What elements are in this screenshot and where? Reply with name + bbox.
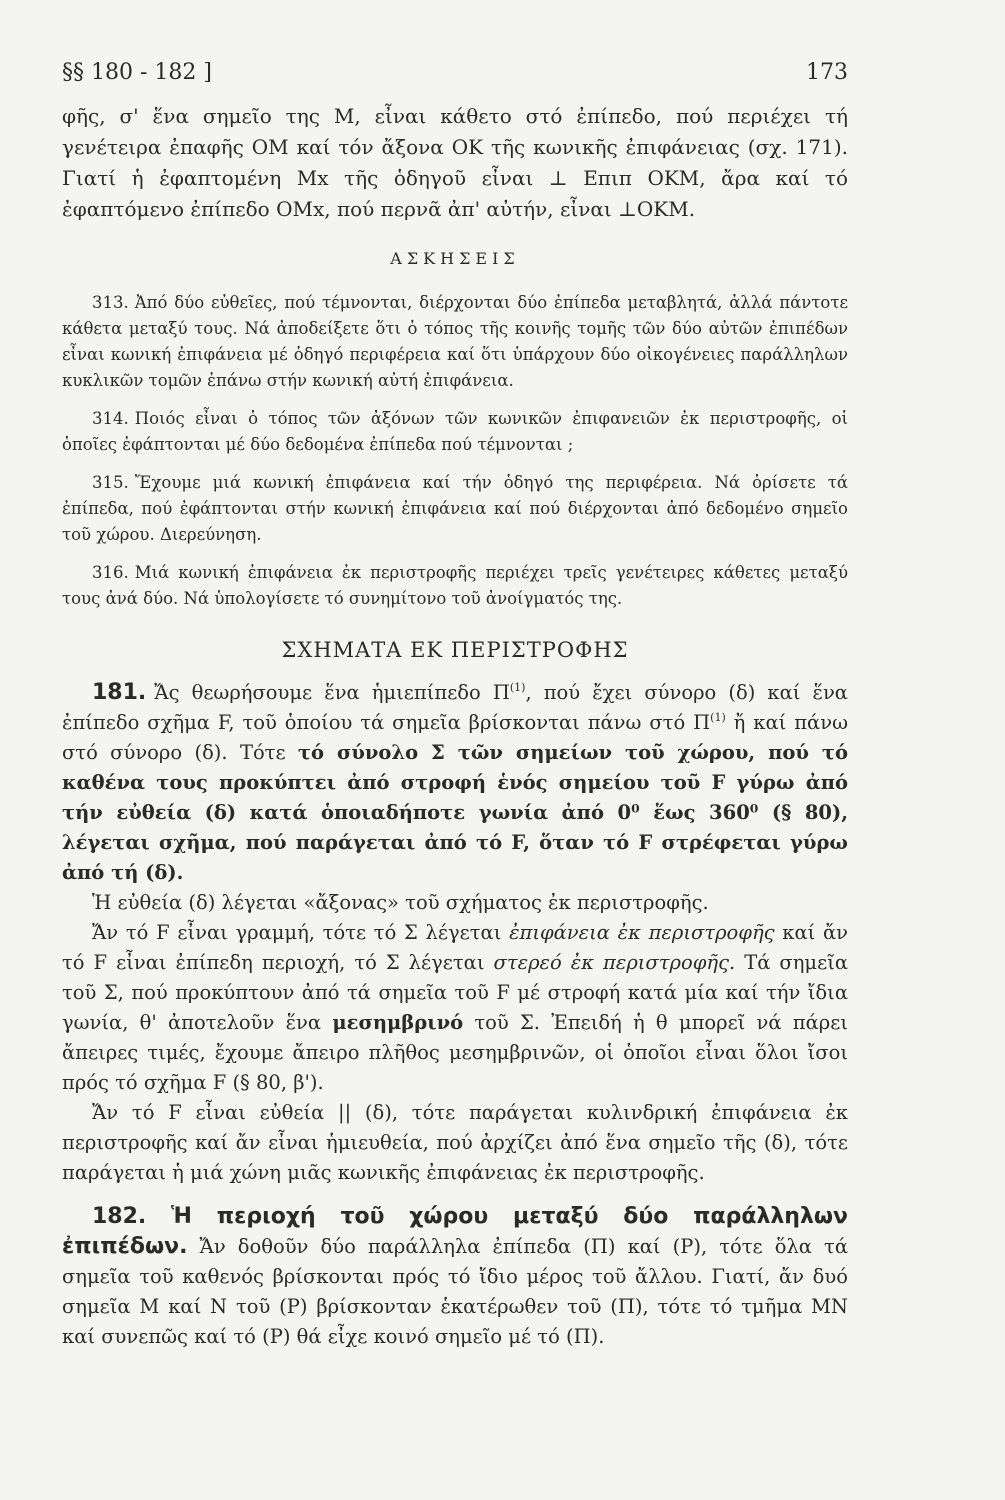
exercise-number: 314.: [92, 409, 129, 428]
exercise-313: [62, 290, 848, 394]
s182-text: Ἄν δοθοῦν δύο παράλληλα ἐπίπεδα (Π) καί (Ρ), τότε ὅλα τά σημεῖα τοῦ καθενός βρίσκονται πρός τό ἴδιο μέρος τοῦ ἄλλου. Γιατί, ἄν δυό σημεῖα Μ καί Ν τοῦ (Ρ) βρίσκονταν ἑκατέρωθεν τοῦ (Π), τότε τό τμῆμα ΜΝ καί συνεπῶς καί τό (Ρ) θά εἶχε κοινό σημεῖο μέ τό (Π).: [62, 1235, 848, 1348]
axis-paragraph: Ἡ εὐθεία (δ) λέγεται «ἄξονας» τοῦ σχήματος ἐκ περιστροφῆς.: [92, 891, 709, 914]
exercise-316: [62, 560, 848, 612]
exercise-number: 316.: [92, 563, 129, 582]
s181-text-2: , πού ἔχει σύνορο (δ) καί ἕνα ἐπίπεδο σχῆμα F, τοῦ ὁποίου τά σημεῖα βρίσκονται πάνω στό Π: [62, 681, 848, 734]
s181-text-3: ἤ καί πάνω στό σύνορο (δ). Τότε: [62, 711, 848, 764]
section-number-181: 181.: [92, 680, 147, 705]
section-title: ΣΧΗΜΑΤΑ ΕΚ ΠΕΡΙΣΤΡΟΦΗΣ: [281, 638, 629, 662]
surface-solid-paragraph: [62, 918, 848, 1098]
superscript-1: (1): [509, 681, 526, 694]
p3-text-b: καί ἄν τό F εἶναι ἐπίπεδη περιοχή, τό Σ λέγεται: [62, 921, 848, 974]
p3-text-c: Τά σημεῖα τοῦ Σ, πού προκύπτουν ἀπό τά σημεῖα τοῦ F μέ στροφή κατά μία καί τήν ἴδια γωνία, θ' ἀποτελοῦν ἕνα: [62, 951, 849, 1034]
s181-text-1: Ἄς θεωρήσουμε ἕνα ἡμιεπίπεδο Π: [154, 681, 510, 704]
exercise-text: Ἀπό δύο εὐθεῖες, πού τέμνονται, διέρχονται δύο ἐπίπεδα μεταβλητά, ἀλλά πάντοτε κάθετα μεταξύ τους. Νά ἀποδείξετε ὅτι ὁ τόπος τῆς κοινῆς τομῆς τῶν δύο αὐτῶν ἐπιπέδων εἶναι κωνική ἐπιφάνεια μέ ὁδηγό περιφέρεια καί ὅτι ὑπάρχουν δύο οἰκογένειες παράλληλων κυκλικῶν τομῶν ἐπάνω στήν κωνική αὐτή ἐπιφάνεια.: [62, 293, 848, 390]
intro-paragraph: φῆς, σ' ἕνα σημεῖο της Μ, εἶναι κάθετο στό ἐπίπεδο, πού περιέχει τή γενέτειρα ἐπαφῆς ΟΜ καί τόν ἄξονα ΟΚ τῆς κωνικῆς ἐπιφάνειας (σχ. 171). Γιατί ἡ ἐφαπτομένη Μx τῆς ὁδηγοῦ εἶναι ⊥ Επιπ ΟΚΜ, ἄρα καί τό ἐφαπτόμενο ἐπίπεδο ΟΜx, πού περνᾶ ἀπ' αὐτήν, εἶναι ⊥ΟΚΜ.: [62, 104, 848, 221]
page-number: 173: [806, 60, 848, 85]
section-182-heading: 182. Ἡ περιοχή τοῦ χώρου μεταξύ δύο παράλληλων ἐπιπέδων.: [62, 1204, 848, 1259]
definition-bold: τό σύνολο Σ τῶν σημείων τοῦ χώρου, πού τό καθένα τους προκύπτει ἀπό στροφή ἑνός σημείου τοῦ F γύρω ἀπό τήν εὐθεία (δ) κατά ὁποιαδήποτε γωνία ἀπό 0⁰ ἕως 360⁰ (§ 80), λέγεται σχῆμα, πού παράγεται ἀπό τό F, ὅταν τό F στρέφεται γύρω ἀπό τή (δ).: [62, 741, 848, 884]
p3-text-d: τοῦ Σ. Ἐπειδή ἡ θ μπορεῖ νά πάρει ἄπειρες τιμές, ἔχουμε ἄπειρο πλῆθος μεσημβρινῶν, οἱ ὁποῖοι εἶναι ὅλοι ἴσοι πρός τό σχῆμα F (§ 80, β').: [62, 1011, 848, 1094]
page-header: [62, 60, 848, 85]
paragraph-182: [62, 1202, 848, 1352]
exercise-text: Ἔχουμε μιά κωνική ἐπιφάνεια καί τήν ὁδηγό της περιφέρεια. Νά ὁρίσετε τά ἐπίπεδα, πού ἐφάπτονται στήν κωνική ἐπιφάνεια καί πού διέρχονται ἀπό δεδομένο σημεῖο τοῦ χώρου. Διερεύνηση.: [62, 473, 848, 544]
page: [62, 60, 848, 1352]
paragraph-181: [62, 678, 848, 888]
section-range: §§ 180 - 182 ]: [62, 60, 212, 85]
exercise-number: 315.: [92, 473, 129, 492]
p3-text-a: Ἄν τό F εἶναι γραμμή, τότε τό Σ λέγεται: [92, 921, 510, 944]
meridian-term: μεσημβρινό: [332, 1011, 464, 1034]
exercise-text: Ποιός εἶναι ὁ τόπος τῶν ἀξόνων τῶν κωνικῶν ἐπιφανειῶν ἐκ περιστροφῆς, οἱ ὁποῖες ἐφάπτονται μέ δύο δεδομένα ἐπίπεδα πού τέμνονται ;: [62, 409, 848, 454]
superscript-2: (1): [710, 711, 726, 724]
exercise-314: [62, 406, 848, 458]
cylinder-cone-paragraph: Ἄν τό F εἶναι εὐθεία || (δ), τότε παράγεται κυλινδρική ἐπιφάνεια ἐκ περιστροφῆς καί ἄν εἶναι ἡμιευθεία, πού ἀρχίζει ἀπό ἕνα σημεῖο τῆς (δ), τότε παράγεται ἡ μιά χώνη μιᾶς κωνικῆς ἐπιφάνειας ἐκ περιστροφῆς.: [62, 1101, 848, 1184]
exercise-315: [62, 470, 848, 548]
exercise-text: Μιά κωνική ἐπιφάνεια ἐκ περιστροφῆς περιέχει τρεῖς γενέτειρες κάθετες μεταξύ τους ἀνά δύο. Νά ὑπολογίσετε τό συνημίτονο τοῦ ἀνοίγματός της.: [62, 563, 848, 608]
exercises-title: ΑΣΚΗΣΕΙΣ: [390, 249, 520, 268]
exercise-number: 313.: [92, 293, 129, 312]
surface-of-revolution-term: ἐπιφάνεια ἐκ περιστροφῆς: [509, 921, 775, 944]
solid-of-revolution-term: στερεό ἐκ περιστροφῆς.: [493, 951, 736, 974]
